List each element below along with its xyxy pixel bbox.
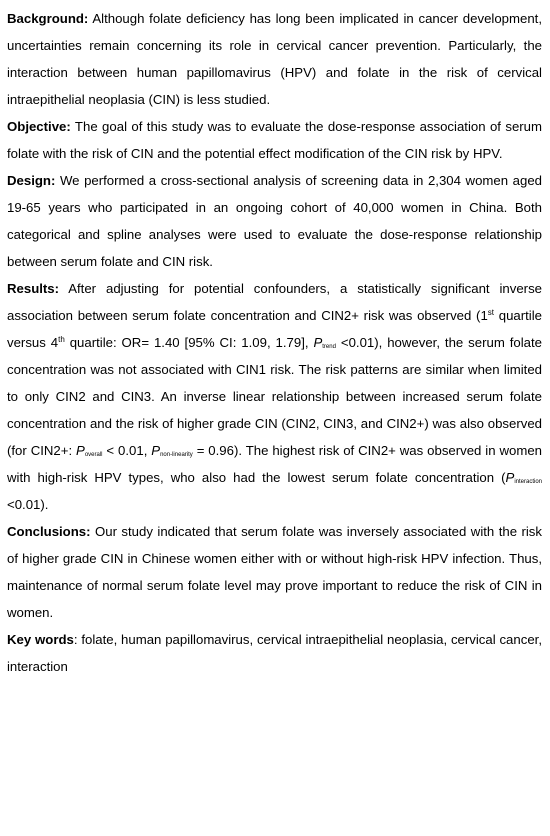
p-nonlinearity-symbol: P <box>151 443 161 458</box>
results-text-3: quartile: OR= 1.40 [95% CI: 1.09, 1.79], <box>64 335 314 350</box>
background-heading: Background: <box>7 11 89 26</box>
background-section <box>7 5 542 113</box>
results-text-2: quartile versus 4 <box>7 308 542 350</box>
conclusions-text: Our study indicated that serum folate was inversely associated with the risk of higher grade CIN in Chinese women either with or without high-risk HPV infection. Thus, maintenance of normal serum folate level may prove important to reduce the risk of CIN in women. <box>7 524 542 620</box>
results-text-4: <0.01), however, the serum folate concentration was not associated with CIN1 risk. The risk patterns are similar when limited to only CIN2 and CIN3. An inverse linear relationship between increased serum folate concentration and the risk of higher grade CIN (CIN2, CIN3, and CIN2+) was also observed (for CIN2+: <box>7 335 542 458</box>
keywords-text: : folate, human papillomavirus, cervical intraepithelial neoplasia, cervical cancer, interaction <box>7 632 542 674</box>
conclusions-heading: Conclusions: <box>7 524 91 539</box>
objective-heading: Objective: <box>7 119 71 134</box>
objective-text: The goal of this study was to evaluate the dose-response association of serum folate with the risk of CIN and the potential effect modification of the CIN risk by HPV. <box>7 119 542 161</box>
results-section <box>7 275 542 518</box>
p-nonlinearity-subscript: non-linearity <box>160 452 193 458</box>
results-text-7: <0.01). <box>7 497 49 512</box>
design-section <box>7 167 542 275</box>
p-trend-subscript: trend <box>322 344 336 350</box>
objective-section <box>7 113 542 167</box>
results-sup-first: st <box>487 308 495 317</box>
p-interaction-symbol: P <box>505 470 515 485</box>
p-interaction-subscript: interaction <box>514 479 542 485</box>
p-trend-symbol: P <box>313 335 323 350</box>
p-overall-symbol: P <box>76 443 85 458</box>
results-sup-fourth: th <box>58 335 65 344</box>
results-heading: Results: <box>7 281 60 296</box>
keywords-heading: Key words <box>7 632 74 647</box>
results-text-5: < 0.01, <box>102 443 152 458</box>
results-text-1: After adjusting for potential confounders, a statistically significant inverse association between serum folate concentration and CIN2+ risk was observed (1 <box>7 281 542 323</box>
design-heading: Design: <box>7 173 56 188</box>
design-text: We performed a cross-sectional analysis of screening data in 2,304 women aged 19-65 years who participated in an ongoing cohort of 40,000 women in China. Both categorical and spline analyses were used to evaluate the dose-response relationship between serum folate and CIN risk. <box>7 173 542 269</box>
keywords-section <box>7 626 542 680</box>
p-overall-subscript: overall <box>84 452 103 458</box>
background-text: Although folate deficiency has long been implicated in cancer development, uncertainties remain concerning its role in cervical cancer prevention. Particularly, the interaction between human papillomavirus (HPV) and folate in the risk of cervical intraepithelial neoplasia (CIN) is less studied. <box>7 11 542 107</box>
conclusions-section <box>7 518 542 626</box>
results-text-6: = 0.96). The highest risk of CIN2+ was observed in women with high-risk HPV types, who also had the lowest serum folate concentration ( <box>7 443 542 485</box>
